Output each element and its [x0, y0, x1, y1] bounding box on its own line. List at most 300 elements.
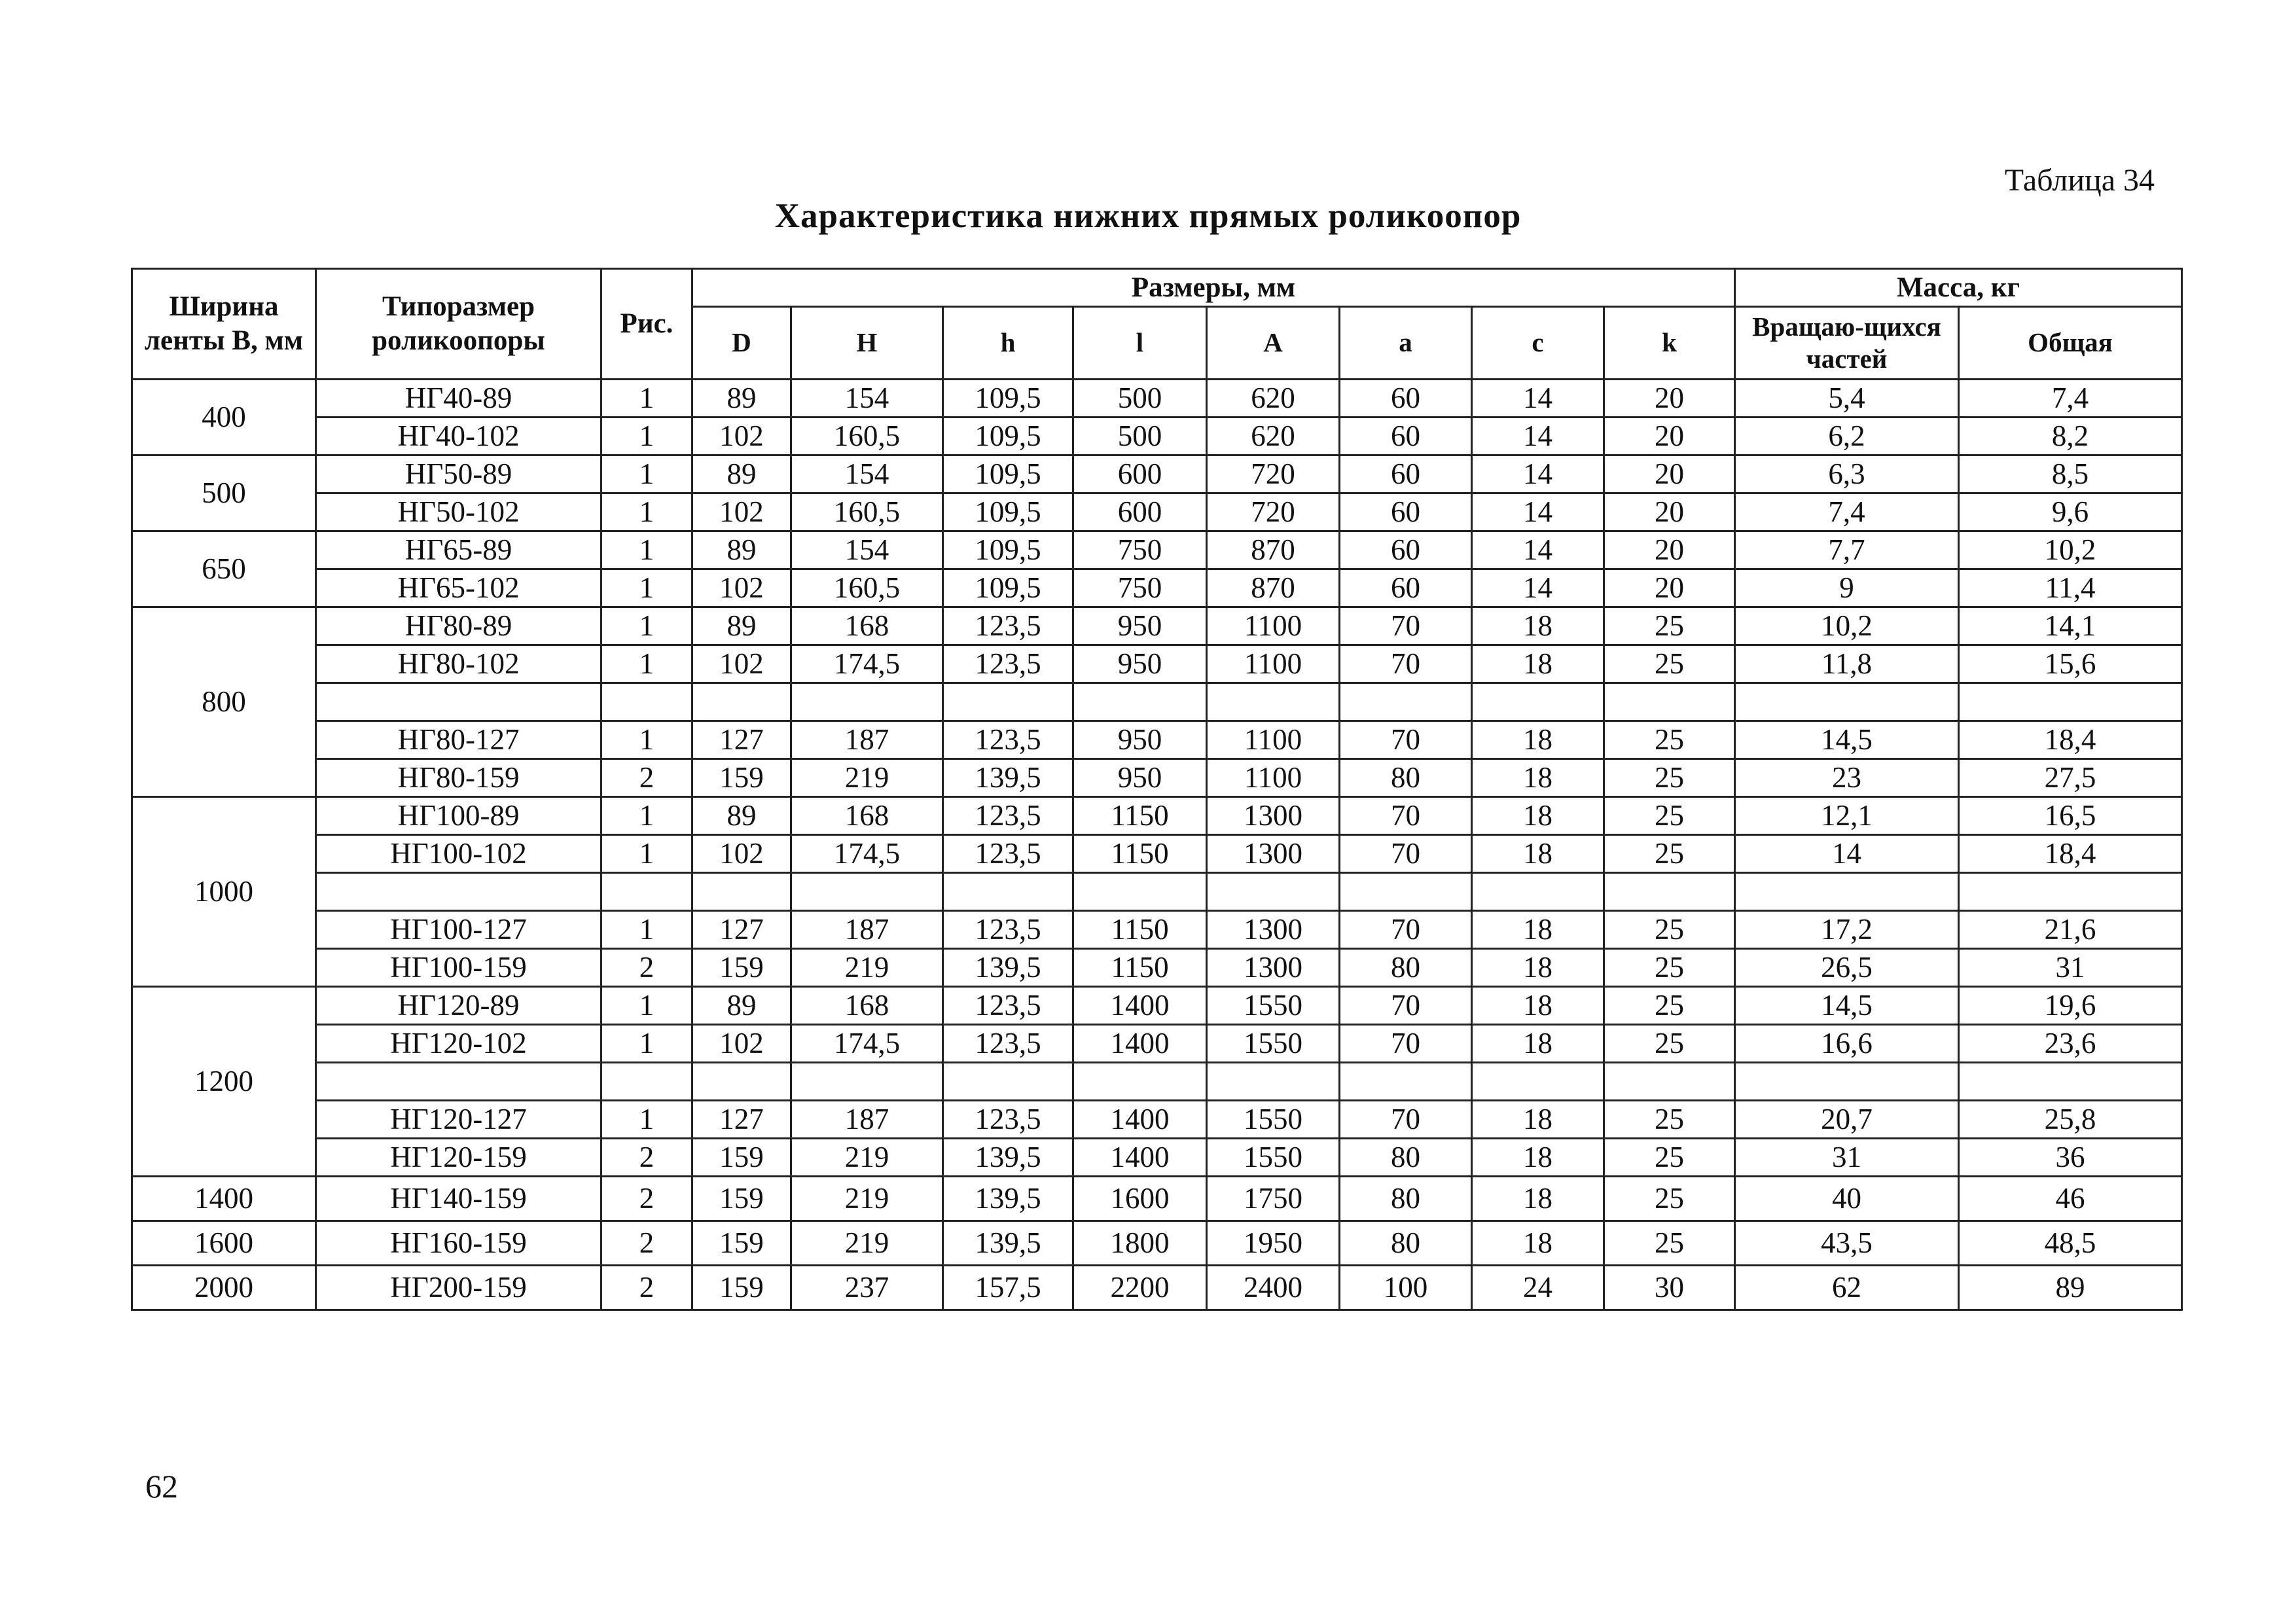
cell-mass-rotating: 7,4	[1735, 493, 1959, 531]
cell-roller-type	[316, 1063, 601, 1101]
cell-mass-total	[1959, 873, 2182, 911]
cell-mass-total: 14,1	[1959, 607, 2182, 645]
cell-dim-l	[1073, 683, 1207, 721]
cell-dim-A: 1100	[1207, 645, 1340, 683]
cell-dim-c: 14	[1472, 569, 1604, 607]
cell-mass-rotating	[1735, 683, 1959, 721]
cell-dim-k: 25	[1604, 1025, 1735, 1063]
cell-dim-h: 123,5	[943, 1101, 1073, 1139]
cell-roller-type: НГ100-159	[316, 949, 601, 987]
header-mass-total: Общая	[1959, 307, 2182, 380]
table-row	[132, 493, 2182, 531]
cell-dim-c: 14	[1472, 455, 1604, 493]
cell-dim-c: 18	[1472, 721, 1604, 759]
cell-dim-H: 154	[791, 531, 943, 569]
cell-mass-total: 25,8	[1959, 1101, 2182, 1139]
cell-dim-c: 18	[1472, 1025, 1604, 1063]
cell-dim-D: 159	[692, 1221, 791, 1266]
cell-mass-total	[1959, 683, 2182, 721]
cell-dim-c: 14	[1472, 493, 1604, 531]
cell-figure: 1	[601, 493, 692, 531]
cell-mass-total: 48,5	[1959, 1221, 2182, 1266]
cell-dim-a: 70	[1340, 797, 1472, 835]
cell-figure	[601, 873, 692, 911]
cell-dim-H: 160,5	[791, 493, 943, 531]
header-dim-a: a	[1340, 307, 1472, 380]
cell-dim-l: 1150	[1073, 835, 1207, 873]
cell-dim-k: 25	[1604, 759, 1735, 797]
cell-mass-rotating: 16,6	[1735, 1025, 1959, 1063]
cell-dim-a: 80	[1340, 1177, 1472, 1221]
cell-mass-rotating: 40	[1735, 1177, 1959, 1221]
table-row	[132, 531, 2182, 569]
cell-mass-total: 46	[1959, 1177, 2182, 1221]
cell-figure: 1	[601, 721, 692, 759]
cell-dim-h: 123,5	[943, 987, 1073, 1025]
cell-mass-rotating: 5,4	[1735, 380, 1959, 418]
table-row	[132, 418, 2182, 455]
cell-mass-total: 19,6	[1959, 987, 2182, 1025]
cell-dim-A	[1207, 683, 1340, 721]
cell-dim-c: 18	[1472, 1101, 1604, 1139]
cell-dim-A: 1300	[1207, 797, 1340, 835]
cell-dim-H	[791, 873, 943, 911]
cell-dim-H	[791, 1063, 943, 1101]
cell-mass-total: 15,6	[1959, 645, 2182, 683]
cell-dim-c: 18	[1472, 759, 1604, 797]
cell-dim-a: 70	[1340, 835, 1472, 873]
cell-dim-H: 219	[791, 949, 943, 987]
cell-dim-c: 14	[1472, 531, 1604, 569]
cell-figure: 1	[601, 455, 692, 493]
cell-dim-l: 950	[1073, 645, 1207, 683]
cell-dim-D: 102	[692, 1025, 791, 1063]
cell-dim-k: 25	[1604, 835, 1735, 873]
belt-width-cell: 400	[132, 380, 316, 455]
table-row	[132, 1177, 2182, 1221]
table-row	[132, 1101, 2182, 1139]
cell-dim-A: 1550	[1207, 1139, 1340, 1177]
cell-roller-type: НГ50-102	[316, 493, 601, 531]
cell-dim-D: 89	[692, 797, 791, 835]
cell-dim-h: 109,5	[943, 493, 1073, 531]
cell-dim-a: 70	[1340, 987, 1472, 1025]
cell-dim-c: 18	[1472, 949, 1604, 987]
cell-mass-rotating: 23	[1735, 759, 1959, 797]
table-number: Таблица 34	[2004, 163, 2155, 198]
header-mass-rotating: Вращаю-щихся частей	[1735, 307, 1959, 380]
cell-mass-rotating: 43,5	[1735, 1221, 1959, 1266]
cell-mass-rotating: 7,7	[1735, 531, 1959, 569]
cell-dim-D: 89	[692, 380, 791, 418]
cell-dim-k: 25	[1604, 1139, 1735, 1177]
table-row	[132, 911, 2182, 949]
cell-dim-a: 80	[1340, 1139, 1472, 1177]
cell-dim-c: 14	[1472, 380, 1604, 418]
cell-dim-H: 219	[791, 1177, 943, 1221]
belt-width-cell: 2000	[132, 1266, 316, 1310]
cell-roller-type: НГ100-102	[316, 835, 601, 873]
cell-dim-H	[791, 683, 943, 721]
cell-dim-A: 1100	[1207, 759, 1340, 797]
cell-roller-type: НГ50-89	[316, 455, 601, 493]
cell-dim-D: 159	[692, 1139, 791, 1177]
cell-dim-a: 80	[1340, 949, 1472, 987]
cell-dim-A: 2400	[1207, 1266, 1340, 1310]
cell-dim-D: 102	[692, 569, 791, 607]
cell-mass-rotating: 6,3	[1735, 455, 1959, 493]
cell-mass-rotating: 14,5	[1735, 987, 1959, 1025]
cell-roller-type: НГ65-89	[316, 531, 601, 569]
cell-mass-rotating	[1735, 873, 1959, 911]
cell-dim-k: 20	[1604, 569, 1735, 607]
cell-mass-rotating: 9	[1735, 569, 1959, 607]
cell-mass-total: 8,5	[1959, 455, 2182, 493]
cell-dim-A: 1100	[1207, 607, 1340, 645]
cell-dim-h: 123,5	[943, 645, 1073, 683]
header-roller-type: Типоразмер роликоопоры	[316, 269, 601, 380]
cell-dim-a: 100	[1340, 1266, 1472, 1310]
cell-dim-c: 18	[1472, 607, 1604, 645]
cell-dim-l: 1400	[1073, 1139, 1207, 1177]
belt-width-cell: 500	[132, 455, 316, 531]
table-row	[132, 1139, 2182, 1177]
cell-figure: 1	[601, 569, 692, 607]
cell-dim-l: 1150	[1073, 949, 1207, 987]
cell-figure: 1	[601, 380, 692, 418]
cell-dim-H: 154	[791, 455, 943, 493]
header-dimensions: Размеры, мм	[692, 269, 1735, 307]
cell-figure: 1	[601, 645, 692, 683]
cell-mass-total: 23,6	[1959, 1025, 2182, 1063]
cell-dim-a: 60	[1340, 380, 1472, 418]
cell-mass-rotating: 10,2	[1735, 607, 1959, 645]
table-row	[132, 1266, 2182, 1310]
cell-dim-l: 1600	[1073, 1177, 1207, 1221]
cell-dim-h: 139,5	[943, 949, 1073, 987]
cell-roller-type: НГ65-102	[316, 569, 601, 607]
cell-dim-D: 89	[692, 455, 791, 493]
cell-dim-h: 139,5	[943, 1177, 1073, 1221]
cell-dim-c	[1472, 873, 1604, 911]
belt-width-cell: 1600	[132, 1221, 316, 1266]
cell-mass-rotating: 31	[1735, 1139, 1959, 1177]
table-row	[132, 645, 2182, 683]
cell-dim-a: 60	[1340, 418, 1472, 455]
cell-dim-k: 30	[1604, 1266, 1735, 1310]
cell-dim-l: 2200	[1073, 1266, 1207, 1310]
cell-dim-h: 139,5	[943, 1139, 1073, 1177]
cell-mass-total: 36	[1959, 1139, 2182, 1177]
cell-roller-type: НГ40-102	[316, 418, 601, 455]
cell-figure: 2	[601, 759, 692, 797]
table-row	[132, 721, 2182, 759]
cell-mass-rotating: 14,5	[1735, 721, 1959, 759]
cell-mass-rotating: 17,2	[1735, 911, 1959, 949]
cell-dim-a: 60	[1340, 493, 1472, 531]
cell-dim-h: 123,5	[943, 911, 1073, 949]
cell-figure: 1	[601, 911, 692, 949]
cell-mass-rotating: 12,1	[1735, 797, 1959, 835]
cell-mass-total: 21,6	[1959, 911, 2182, 949]
cell-dim-c: 18	[1472, 835, 1604, 873]
belt-width-cell: 650	[132, 531, 316, 607]
cell-dim-l: 1400	[1073, 987, 1207, 1025]
cell-mass-total	[1959, 1063, 2182, 1101]
table-row	[132, 1221, 2182, 1266]
cell-dim-H: 219	[791, 1139, 943, 1177]
cell-roller-type: НГ80-102	[316, 645, 601, 683]
cell-dim-a	[1340, 873, 1472, 911]
cell-dim-k: 20	[1604, 418, 1735, 455]
cell-dim-A: 1300	[1207, 835, 1340, 873]
header-dim-H: H	[791, 307, 943, 380]
cell-dim-h	[943, 683, 1073, 721]
cell-dim-c: 18	[1472, 911, 1604, 949]
cell-dim-k: 20	[1604, 455, 1735, 493]
cell-figure	[601, 683, 692, 721]
cell-dim-l: 1400	[1073, 1101, 1207, 1139]
cell-dim-A: 870	[1207, 569, 1340, 607]
cell-dim-h: 109,5	[943, 531, 1073, 569]
cell-dim-c: 18	[1472, 987, 1604, 1025]
cell-dim-A: 1950	[1207, 1221, 1340, 1266]
cell-dim-A: 1300	[1207, 949, 1340, 987]
cell-dim-A: 1300	[1207, 911, 1340, 949]
header-dim-h: h	[943, 307, 1073, 380]
cell-figure: 1	[601, 1101, 692, 1139]
cell-dim-D	[692, 683, 791, 721]
cell-dim-a: 70	[1340, 911, 1472, 949]
cell-dim-c: 14	[1472, 418, 1604, 455]
cell-dim-l: 950	[1073, 721, 1207, 759]
cell-figure: 1	[601, 607, 692, 645]
belt-width-cell: 1200	[132, 987, 316, 1177]
cell-dim-a	[1340, 1063, 1472, 1101]
cell-dim-D: 159	[692, 1177, 791, 1221]
cell-dim-H: 154	[791, 380, 943, 418]
cell-dim-a: 70	[1340, 645, 1472, 683]
table-row-empty	[132, 683, 2182, 721]
header-belt-width: Ширина ленты В, мм	[132, 269, 316, 380]
cell-dim-H: 237	[791, 1266, 943, 1310]
header-dim-c: c	[1472, 307, 1604, 380]
cell-dim-k: 25	[1604, 911, 1735, 949]
page-number: 62	[145, 1468, 178, 1505]
cell-dim-l	[1073, 873, 1207, 911]
cell-mass-rotating	[1735, 1063, 1959, 1101]
cell-dim-A: 720	[1207, 455, 1340, 493]
header-dim-A: A	[1207, 307, 1340, 380]
cell-dim-c: 18	[1472, 1139, 1604, 1177]
cell-mass-total: 89	[1959, 1266, 2182, 1310]
table-row-empty	[132, 1063, 2182, 1101]
cell-mass-total: 10,2	[1959, 531, 2182, 569]
cell-dim-A: 620	[1207, 380, 1340, 418]
cell-dim-l: 950	[1073, 607, 1207, 645]
cell-dim-A: 1750	[1207, 1177, 1340, 1221]
cell-dim-H: 219	[791, 1221, 943, 1266]
cell-roller-type: НГ80-159	[316, 759, 601, 797]
header-mass: Масса, кг	[1735, 269, 2182, 307]
cell-dim-H: 174,5	[791, 835, 943, 873]
cell-mass-rotating: 26,5	[1735, 949, 1959, 987]
cell-dim-l: 500	[1073, 380, 1207, 418]
cell-dim-k: 25	[1604, 797, 1735, 835]
belt-width-cell: 1400	[132, 1177, 316, 1221]
cell-dim-D: 89	[692, 987, 791, 1025]
cell-roller-type: НГ100-127	[316, 911, 601, 949]
table-title: Характеристика нижних прямых роликоопор	[774, 197, 1522, 235]
cell-mass-rotating: 20,7	[1735, 1101, 1959, 1139]
roller-specs-table	[131, 268, 2183, 1311]
cell-roller-type: НГ100-89	[316, 797, 601, 835]
cell-dim-a: 80	[1340, 1221, 1472, 1266]
cell-dim-h: 157,5	[943, 1266, 1073, 1310]
cell-roller-type: НГ80-89	[316, 607, 601, 645]
cell-mass-total: 16,5	[1959, 797, 2182, 835]
cell-dim-k	[1604, 1063, 1735, 1101]
header-dim-k: k	[1604, 307, 1735, 380]
cell-dim-D: 127	[692, 911, 791, 949]
cell-dim-l: 950	[1073, 759, 1207, 797]
cell-dim-k: 20	[1604, 493, 1735, 531]
cell-dim-k: 25	[1604, 949, 1735, 987]
cell-dim-A	[1207, 873, 1340, 911]
cell-dim-D: 127	[692, 1101, 791, 1139]
cell-dim-c: 18	[1472, 645, 1604, 683]
cell-dim-k: 25	[1604, 645, 1735, 683]
cell-dim-l: 750	[1073, 569, 1207, 607]
cell-roller-type: НГ160-159	[316, 1221, 601, 1266]
cell-roller-type: НГ120-127	[316, 1101, 601, 1139]
cell-dim-D: 102	[692, 835, 791, 873]
cell-dim-l: 750	[1073, 531, 1207, 569]
cell-dim-h: 109,5	[943, 455, 1073, 493]
cell-mass-total: 18,4	[1959, 835, 2182, 873]
cell-dim-a: 70	[1340, 1101, 1472, 1139]
header-dim-l: l	[1073, 307, 1207, 380]
cell-dim-a: 60	[1340, 455, 1472, 493]
cell-dim-H: 174,5	[791, 1025, 943, 1063]
cell-dim-A: 620	[1207, 418, 1340, 455]
cell-dim-a	[1340, 683, 1472, 721]
cell-dim-D: 102	[692, 645, 791, 683]
cell-dim-h: 109,5	[943, 569, 1073, 607]
cell-mass-rotating: 14	[1735, 835, 1959, 873]
cell-dim-H: 168	[791, 607, 943, 645]
cell-dim-D: 159	[692, 759, 791, 797]
cell-dim-D: 127	[692, 721, 791, 759]
cell-dim-k: 25	[1604, 721, 1735, 759]
table-row	[132, 569, 2182, 607]
cell-dim-D: 102	[692, 493, 791, 531]
cell-dim-h: 123,5	[943, 721, 1073, 759]
cell-dim-a: 60	[1340, 531, 1472, 569]
table-row	[132, 949, 2182, 987]
table-row	[132, 987, 2182, 1025]
cell-roller-type	[316, 873, 601, 911]
table-row	[132, 797, 2182, 835]
cell-figure: 2	[601, 1177, 692, 1221]
cell-dim-k	[1604, 873, 1735, 911]
table-row	[132, 835, 2182, 873]
cell-dim-c: 18	[1472, 1177, 1604, 1221]
table-body	[132, 380, 2182, 1310]
cell-dim-h: 109,5	[943, 418, 1073, 455]
cell-figure: 1	[601, 835, 692, 873]
cell-roller-type: НГ80-127	[316, 721, 601, 759]
cell-roller-type	[316, 683, 601, 721]
cell-roller-type: НГ140-159	[316, 1177, 601, 1221]
cell-dim-k: 25	[1604, 1101, 1735, 1139]
table-row	[132, 1025, 2182, 1063]
cell-mass-total: 27,5	[1959, 759, 2182, 797]
cell-figure: 1	[601, 987, 692, 1025]
cell-dim-k: 20	[1604, 531, 1735, 569]
cell-dim-H: 187	[791, 721, 943, 759]
cell-dim-c	[1472, 1063, 1604, 1101]
cell-dim-A	[1207, 1063, 1340, 1101]
cell-figure: 2	[601, 1266, 692, 1310]
cell-figure: 1	[601, 1025, 692, 1063]
table-row	[132, 607, 2182, 645]
cell-dim-a: 60	[1340, 569, 1472, 607]
cell-dim-k	[1604, 683, 1735, 721]
cell-dim-a: 80	[1340, 759, 1472, 797]
header-dim-D: D	[692, 307, 791, 380]
cell-figure	[601, 1063, 692, 1101]
belt-width-cell: 800	[132, 607, 316, 797]
cell-dim-D	[692, 1063, 791, 1101]
table-row	[132, 759, 2182, 797]
cell-mass-rotating: 62	[1735, 1266, 1959, 1310]
cell-dim-A: 870	[1207, 531, 1340, 569]
cell-dim-l: 1150	[1073, 797, 1207, 835]
cell-dim-A: 1100	[1207, 721, 1340, 759]
cell-dim-c: 18	[1472, 1221, 1604, 1266]
cell-dim-l	[1073, 1063, 1207, 1101]
cell-dim-h: 139,5	[943, 1221, 1073, 1266]
cell-dim-A: 1550	[1207, 1101, 1340, 1139]
cell-mass-rotating: 11,8	[1735, 645, 1959, 683]
cell-dim-l: 600	[1073, 455, 1207, 493]
cell-dim-k: 25	[1604, 607, 1735, 645]
cell-dim-k: 25	[1604, 987, 1735, 1025]
cell-dim-H: 187	[791, 1101, 943, 1139]
cell-dim-D: 89	[692, 607, 791, 645]
cell-figure: 1	[601, 418, 692, 455]
cell-dim-h: 139,5	[943, 759, 1073, 797]
cell-dim-H: 160,5	[791, 569, 943, 607]
cell-figure: 1	[601, 797, 692, 835]
belt-width-cell: 1000	[132, 797, 316, 987]
cell-dim-l: 500	[1073, 418, 1207, 455]
cell-dim-D	[692, 873, 791, 911]
cell-dim-h: 123,5	[943, 835, 1073, 873]
cell-dim-a: 70	[1340, 1025, 1472, 1063]
cell-dim-h: 109,5	[943, 380, 1073, 418]
cell-roller-type: НГ120-159	[316, 1139, 601, 1177]
cell-dim-H: 187	[791, 911, 943, 949]
cell-dim-D: 89	[692, 531, 791, 569]
cell-mass-total: 31	[1959, 949, 2182, 987]
cell-dim-c: 18	[1472, 797, 1604, 835]
cell-dim-D: 159	[692, 949, 791, 987]
cell-dim-k: 25	[1604, 1177, 1735, 1221]
cell-dim-h	[943, 1063, 1073, 1101]
cell-dim-h: 123,5	[943, 607, 1073, 645]
